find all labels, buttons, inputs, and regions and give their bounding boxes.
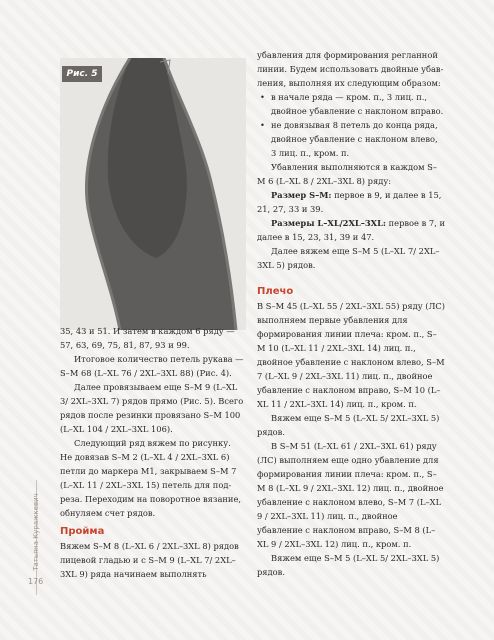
paragraph: Вяжем еще S–M 5 (L–XL 5/ 2XL–3XL 5) рядов.	[257, 553, 440, 577]
paragraph: убавления для формирования регланной линии. Будем использовать двойные убавления, выполняя их следующим образом:	[257, 50, 444, 88]
text-column-right-top	[257, 48, 445, 272]
author-vertical-text: Татьяна Куражкевич	[32, 493, 40, 571]
page-number: 176	[28, 577, 44, 586]
paragraph: Итоговое количество петель рукава — S–M 68 (L–XL 76 / 2XL–3XL 88) (Рис. 4).	[60, 354, 244, 378]
figure-label: Рис. 5	[62, 66, 102, 82]
paragraph: Далее вяжем еще S–M 5 (L–XL 7/ 2XL–3XL 5) рядов.	[257, 246, 440, 270]
list-item: • не довязывая 8 петель до конца ряда, двойное убавление с наклоном влево, 3 лиц. п., кром. п.	[257, 118, 445, 160]
size-label: Размеры L–XL/2XL–3XL:	[271, 218, 386, 228]
size-label: Размер S–M:	[271, 190, 332, 200]
paragraph: В S–M 51 (L–XL 61 / 2XL–3XL 61) ряду (ЛС) выполняем еще одно убавление для формирования линии плеча: кром. п., S–M 8 (L–XL 9 / 2XL–3XL 12) лиц. п., двойное убавление с наклоном влево, S–M 7 (L–XL 9 / 2XL–3XL 11) лиц. п., двойное убавление с наклоном вправо, S–M 8 (L–XL 9 / 2XL–3XL 12) лиц. п., кром. п.	[257, 441, 444, 549]
text-column-right-bottom	[257, 284, 445, 579]
text-column-left	[60, 324, 245, 581]
knitted-sleeve-photo	[60, 58, 246, 330]
paragraph: Вяжем S–M 8 (L–XL 6 / 2XL–3XL 8) рядов лицевой гладью и с S–M 9 (L–XL 7/ 2XL–3XL 9) ряда начинаем выполнять	[60, 541, 239, 579]
paragraph: В S–M 45 (L–XL 55 / 2XL–3XL 55) ряду (ЛС) выполняем первые убавления для формирования линии плеча: кром. п., S–M 10 (L–XL 11 / 2XL–3XL 14) лиц. п., двойное убавление с наклоном влево, S–M 7 (L–XL 9 / 2XL–3XL 11) лиц. п., двойное убавление с наклоном вправо, S–M 10 (L–XL 11 / 2XL–3XL 14) лиц. п., кром. п.	[257, 301, 445, 409]
sleeve-illustration	[60, 58, 246, 330]
paragraph: Следующий ряд вяжем по рисунку. Не довязав S–M 2 (L–XL 4 / 2XL–3XL 6) петли до маркера М1, закрываем S–M 7 (L–XL 11 / 2XL–3XL 15) петель для подреза. Переходим на поворотное вязание, обнуляем счет рядов.	[60, 438, 241, 518]
size-paragraph	[257, 188, 445, 216]
section-heading-shoulder: Плечо	[257, 286, 294, 297]
size-text: первое в 7, и далее в 15, 23, 31, 39 и 47.	[257, 218, 445, 242]
decrease-steps-list	[257, 90, 445, 160]
paragraph: Убавления выполняются в каждом S–M 6 (L–XL 8 / 2XL–3XL 8) ряду:	[257, 162, 437, 186]
size-paragraph	[257, 216, 445, 244]
sidebar	[30, 480, 42, 640]
paragraph: 35, 43 и 51. И затем в каждом 6 ряду — 57, 63, 69, 75, 81, 87, 93 и 99.	[60, 326, 235, 350]
list-item: • в начале ряда — кром. п., 3 лиц. п., двойное убавление с наклоном вправо.	[257, 90, 445, 118]
paragraph: Вяжем еще S–M 5 (L–XL 5/ 2XL–3XL 5) рядов.	[257, 413, 440, 437]
section-heading-armhole: Пройма	[60, 526, 105, 537]
size-text: первое в 9, и далее в 15, 21, 27, 33 и 39.	[257, 190, 442, 214]
paragraph: Далее провязываем еще S–M 9 (L–XL 3/ 2XL–3XL 7) рядов прямо (Рис. 5). Всего рядов после резинки провязано S–M 100 (L–XL 104 / 2XL–3XL 106).	[60, 382, 244, 434]
